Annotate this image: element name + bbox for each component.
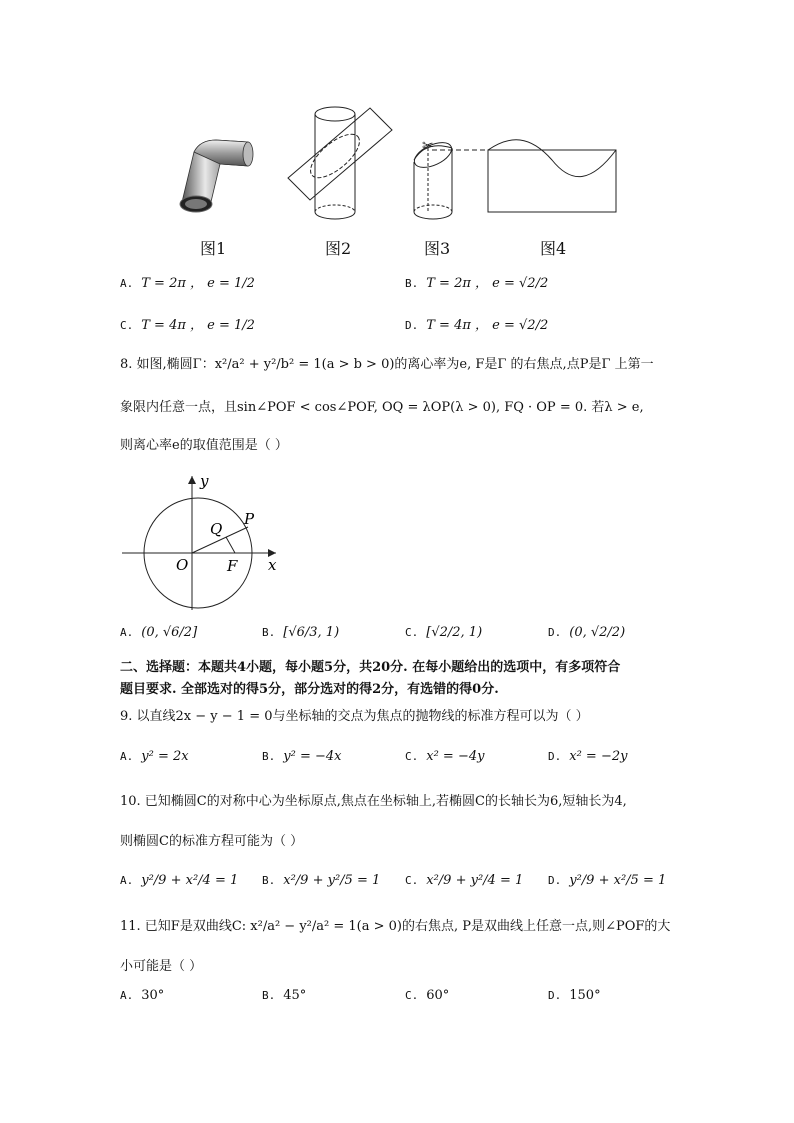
section2-heading-line1: 二、选择题：本题共4小题，每小题5分，共20分. 在每小题给出的选项中，有多项符合 <box>120 660 621 675</box>
q8-stem-line1: 8. 如图,椭圆Γ：x²/a² + y²/b² = 1(a > b > 0)的离心率为e, F是Γ 的右焦点,点P是Γ 上第一 <box>120 357 654 372</box>
option-label: C. <box>120 319 134 332</box>
option-text: T = 2π ， e = 1/2 <box>141 276 255 291</box>
option-text: y² = −4x <box>283 749 342 764</box>
option-label: D. <box>548 750 562 763</box>
option-text: 60° <box>426 988 450 1003</box>
fig4-caption: 图4 <box>540 239 567 258</box>
q7-option-c[interactable] <box>120 314 255 333</box>
q7-figures <box>170 100 630 230</box>
q8-option-a[interactable] <box>120 625 197 640</box>
q11-option-c[interactable] <box>405 988 449 1003</box>
q7-option-b[interactable] <box>405 272 548 291</box>
option-text: T = 4π ， e = √2/2 <box>426 318 549 333</box>
q8-stem-line3: 则离心率e的取值范围是（ ） <box>120 438 288 453</box>
q8-option-d[interactable] <box>548 625 625 640</box>
svg-text:✂: ✂ <box>422 138 434 154</box>
option-label: B. <box>262 874 276 887</box>
fig4-unrolled-sine <box>488 140 616 212</box>
option-text: y²/9 + x²/4 = 1 <box>141 873 239 888</box>
q7-option-d[interactable] <box>405 314 548 333</box>
q11-stem-line1: 11. 已知F是双曲线C: x²/a² − y²/a² = 1(a > 0)的右焦点, P是双曲线上任意一点,则∠POF的大 <box>120 919 671 934</box>
q9-option-a[interactable] <box>120 749 189 764</box>
option-label: A. <box>120 626 134 639</box>
option-label: D. <box>405 319 419 332</box>
option-text: 30° <box>141 988 165 1003</box>
fig2-cylinder-plane <box>288 107 392 219</box>
q11-option-d[interactable] <box>548 988 601 1003</box>
option-text: (0, √6/2] <box>141 625 198 640</box>
label-p: P <box>244 510 255 528</box>
fig3-cut-cylinder <box>411 137 490 219</box>
label-y: y <box>200 472 209 490</box>
option-label: D. <box>548 626 562 639</box>
option-label: B. <box>262 750 276 763</box>
option-label: A. <box>120 989 134 1002</box>
option-label: C. <box>405 750 419 763</box>
option-text: x²/9 + y²/5 = 1 <box>283 873 381 888</box>
option-label: D. <box>548 874 562 887</box>
q7-option-a[interactable] <box>120 272 255 291</box>
option-label: A. <box>120 277 134 290</box>
option-label: B. <box>262 989 276 1002</box>
q8-ellipse-figure <box>118 470 288 615</box>
section2-heading-line2: 题目要求. 全部选对的得5分，部分选对的得2分，有选错的得0分. <box>120 682 499 697</box>
option-text: x²/9 + y²/4 = 1 <box>426 873 524 888</box>
option-text: y² = 2x <box>141 749 189 764</box>
fig2-caption: 图2 <box>325 239 352 258</box>
label-q: Q <box>210 520 223 538</box>
option-label: C. <box>405 874 419 887</box>
option-label: B. <box>405 277 419 290</box>
option-label: C. <box>405 626 419 639</box>
option-text: [√6/3, 1) <box>283 625 340 640</box>
q9-option-d[interactable] <box>548 749 627 764</box>
q10-option-d[interactable] <box>548 873 666 888</box>
label-x: x <box>268 556 277 574</box>
fig1-pipe-elbow <box>180 140 253 212</box>
option-text: (0, √2/2) <box>569 625 626 640</box>
segment-fq <box>226 537 235 553</box>
option-text: T = 4π ， e = 1/2 <box>141 318 255 333</box>
option-text: y²/9 + x²/5 = 1 <box>569 873 667 888</box>
q9-stem: 9. 以直线2x − y − 1 = 0与坐标轴的交点为焦点的抛物线的标准方程可以为（ ） <box>120 709 589 724</box>
q9-option-b[interactable] <box>262 749 341 764</box>
option-text: x² = −4y <box>426 749 485 764</box>
option-text: x² = −2y <box>569 749 628 764</box>
fig3-caption: 图3 <box>424 239 451 258</box>
q11-stem-line2: 小可能是（ ） <box>120 959 203 974</box>
option-label: C. <box>405 989 419 1002</box>
q8-stem-line2: 象限内任意一点，且sin∠POF < cos∠POF, OQ = λOP(λ > 0), FQ · OP = 0. 若λ > e, <box>120 400 644 415</box>
fig1-caption: 图1 <box>200 239 227 258</box>
q11-option-a[interactable] <box>120 988 164 1003</box>
option-label: B. <box>262 626 276 639</box>
option-label: A. <box>120 750 134 763</box>
option-text: 150° <box>569 988 601 1003</box>
q10-stem-line1: 10. 已知椭圆C的对称中心为坐标原点,焦点在坐标轴上,若椭圆C的长轴长为6,短轴长为4, <box>120 794 627 809</box>
option-text: [√2/2, 1) <box>426 625 483 640</box>
y-axis-arrow <box>188 476 196 484</box>
option-text: T = 2π ， e = √2/2 <box>426 276 549 291</box>
q9-option-c[interactable] <box>405 749 484 764</box>
q10-option-b[interactable] <box>262 873 380 888</box>
label-f: F <box>227 557 238 575</box>
option-label: A. <box>120 874 134 887</box>
q8-option-c[interactable] <box>405 625 482 640</box>
q10-option-a[interactable] <box>120 873 238 888</box>
q10-stem-line2: 则椭圆C的标准方程可能为（ ） <box>120 834 304 849</box>
q10-option-c[interactable] <box>405 873 523 888</box>
label-o: O <box>176 556 189 574</box>
option-label: D. <box>548 989 562 1002</box>
q8-option-b[interactable] <box>262 625 339 640</box>
q11-option-b[interactable] <box>262 988 306 1003</box>
option-text: 45° <box>283 988 307 1003</box>
